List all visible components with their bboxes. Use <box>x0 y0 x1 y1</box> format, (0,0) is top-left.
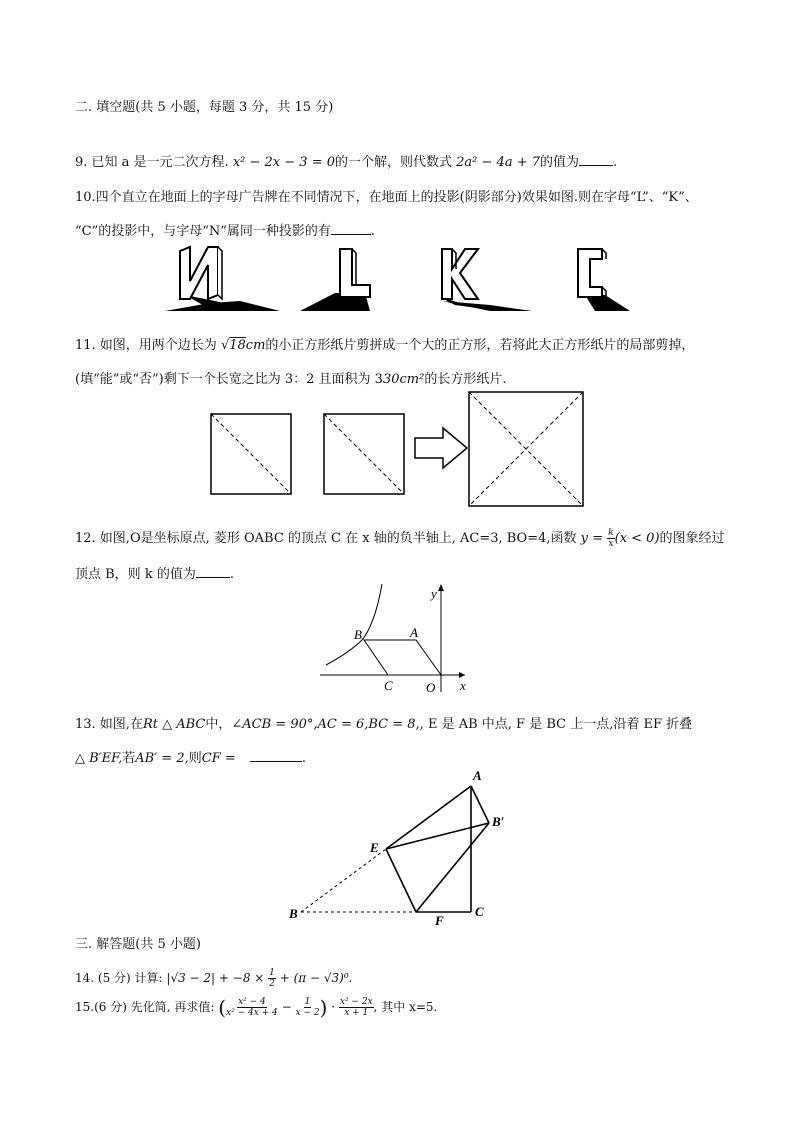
letter-n-signboard <box>165 247 280 311</box>
q11-line2-prefix: (填“能”或“否”)剩下一个长宽之比为 3：2 且面积为 3 <box>75 372 383 387</box>
q15-f2-num: 1 <box>304 997 311 1007</box>
q13-answer-blank[interactable] <box>250 761 302 762</box>
q13-end: . <box>301 751 307 766</box>
q12-rhombus-figure <box>320 582 480 697</box>
q15-f1-num: x² − 4 <box>238 997 266 1007</box>
label-y: y <box>431 586 437 601</box>
q12-line2-text: 顶点 B，则 k 的值为 <box>75 567 196 582</box>
question-12-line2 <box>75 567 234 583</box>
q14-frac-den: 2 <box>269 979 275 989</box>
q11-unit: cm <box>245 338 266 353</box>
q15-fraction-3 <box>339 997 374 1018</box>
arrow-right-icon <box>415 428 467 468</box>
q15-f3-den: x + 1 <box>344 1008 369 1018</box>
q14-fraction <box>268 968 276 989</box>
segment-ea <box>386 786 471 849</box>
q15-fraction-1 <box>226 997 278 1018</box>
small-square-1 <box>211 414 291 494</box>
q11-squares-figure <box>205 390 590 510</box>
q13-triangle: Rt △ ABC <box>142 717 206 732</box>
question-11-line1 <box>75 338 694 354</box>
segment-fb-prime <box>416 823 489 912</box>
q12-function-y: y = <box>580 531 604 546</box>
q14-frac-num: 1 <box>269 968 275 978</box>
q14-part2: + (π − √3)⁰. <box>279 971 353 985</box>
q11-sqrt-value: 18 <box>229 338 246 353</box>
small-square-2 <box>324 414 404 494</box>
section-title: 二. 填空题(共 5 小题，每题 3 分，共 15 分) <box>75 100 334 115</box>
q12-answer-blank[interactable] <box>196 577 230 578</box>
question-10-line1: 10.四个直立在地面上的字母广告牌在不同情况下，在地面上的投影(阴影部分)效果如图.则在字母“L”、“K”、 <box>75 190 698 205</box>
q13-ab-prime: AB′ = 2, <box>135 751 189 766</box>
q13-cf: CF = <box>201 751 236 766</box>
q13-prefix: 13. 如图,在 <box>75 717 143 732</box>
q9-expression: 2a² − 4a + 7 <box>456 155 540 170</box>
q9-suffix: 的值为 <box>540 155 580 170</box>
label-c: C <box>384 678 393 693</box>
letter-l-signboard <box>300 249 370 311</box>
q12-x: x <box>608 539 614 549</box>
label-b: B <box>289 906 298 921</box>
q11-area: 30cm² <box>382 372 425 387</box>
rhombus-oabc <box>364 640 441 675</box>
label-x: x <box>460 678 466 693</box>
q9-end: . <box>613 155 618 170</box>
q11-line2-suffix: 的长方形纸片. <box>424 372 507 387</box>
q15-f2-den: x − 2 <box>295 1008 320 1018</box>
question-13-line2 <box>75 751 306 767</box>
label-a: A <box>473 768 482 783</box>
q12-function-fraction <box>607 528 614 549</box>
q9-middle: 的一个解，则代数式 <box>335 155 453 170</box>
q13-folded-triangle: △ B′EF, <box>75 751 123 766</box>
label-b: B <box>354 627 362 642</box>
label-b-prime: B′ <box>492 814 505 829</box>
q10-answer-blank[interactable] <box>331 234 371 235</box>
segment-ab-prime <box>471 786 489 823</box>
letter-c-signboard <box>578 249 630 311</box>
q15-fraction-2 <box>296 997 320 1018</box>
dashed-be <box>301 849 386 912</box>
q13-triangle-figure <box>285 768 515 928</box>
question-14 <box>75 968 352 989</box>
q15-minus: − <box>281 1000 292 1014</box>
question-15: 15.(6 分) 先化简, 再求值: ( $\frac{\text{x² − 4}}{\text{x² − 4x + 4}}$ − $\frac{1}{x - 2}$ ) · $\frac{\text{x² − 2x}}{x + 1}$ , 其中 x=5. <box>75 995 438 1020</box>
q10-end: . <box>370 224 376 239</box>
q12-end: . <box>229 567 234 582</box>
label-o: O <box>426 680 436 695</box>
segment-ef <box>386 849 416 912</box>
label-e: E <box>370 840 379 855</box>
q9-equation: x² − 2x − 3 = 0 <box>232 155 335 170</box>
q12-line1-suffix: 的图象经过 <box>659 531 725 546</box>
q13-condition: ∠ACB = 90°,AC = 6,BC = 8, <box>231 717 420 732</box>
q12-k: k <box>608 528 614 538</box>
question-11-line2 <box>75 372 506 388</box>
label-a: A <box>410 625 418 640</box>
label-c: C <box>475 904 484 919</box>
q13-mid: 中， <box>205 717 232 732</box>
question-13-line1 <box>75 717 692 733</box>
q15-f3-num: x² − 2x <box>339 997 373 1007</box>
q12-prefix: 12. 如图,O是坐标原点, 菱形 OABC 的顶点 C 在 x 轴的负半轴上, AC=3, BO=4,函数 <box>75 531 577 546</box>
q14-prefix: 14. (5 分) 计算: <box>75 971 163 985</box>
q9-prefix: 9. 已知 a 是一元二次方程. <box>75 155 229 170</box>
question-10-line2 <box>75 224 375 240</box>
q12-condition: (x < 0) <box>614 531 660 546</box>
q10-line2-text: “C”的投影中，与字母“N”属同一种投影的有 <box>75 224 331 239</box>
q10-letters-figure <box>160 243 640 315</box>
q13-line1-suffix: , E 是 AB 中点, F 是 BC 上一点,沿着 EF 折叠 <box>419 717 693 732</box>
q15-f1-den: x² − 4x + 4 <box>226 1008 278 1018</box>
label-f: F <box>435 913 444 928</box>
q11-line1-suffix: 的小正方形纸片剪拼成一个大的正方形，若将此大正方形纸片的局部剪掉， <box>265 338 695 353</box>
question-9 <box>75 155 617 171</box>
q11-side-length: √18cm <box>220 338 266 353</box>
segment-eb-prime <box>386 823 489 849</box>
letter-k-signboard <box>440 249 532 311</box>
q13-if: 若 <box>122 751 136 766</box>
hyperbola-curve <box>326 584 382 665</box>
q15-prefix: 15.(6 分) 先化简, 再求值: <box>75 1000 215 1014</box>
q14-part1: |√3 − 2| + −8 × <box>166 971 265 985</box>
q15-suffix: , 其中 x=5. <box>373 1000 438 1014</box>
q11-prefix: 11. 如图，用两个边长为 <box>75 338 217 353</box>
question-12-line1 <box>75 528 725 549</box>
section-title-3: 三. 解答题(共 5 小题) <box>75 937 201 952</box>
large-square <box>469 392 583 506</box>
q9-answer-blank[interactable] <box>579 165 613 166</box>
q15-dot: · <box>331 1000 336 1014</box>
q13-then: 则 <box>188 751 202 766</box>
